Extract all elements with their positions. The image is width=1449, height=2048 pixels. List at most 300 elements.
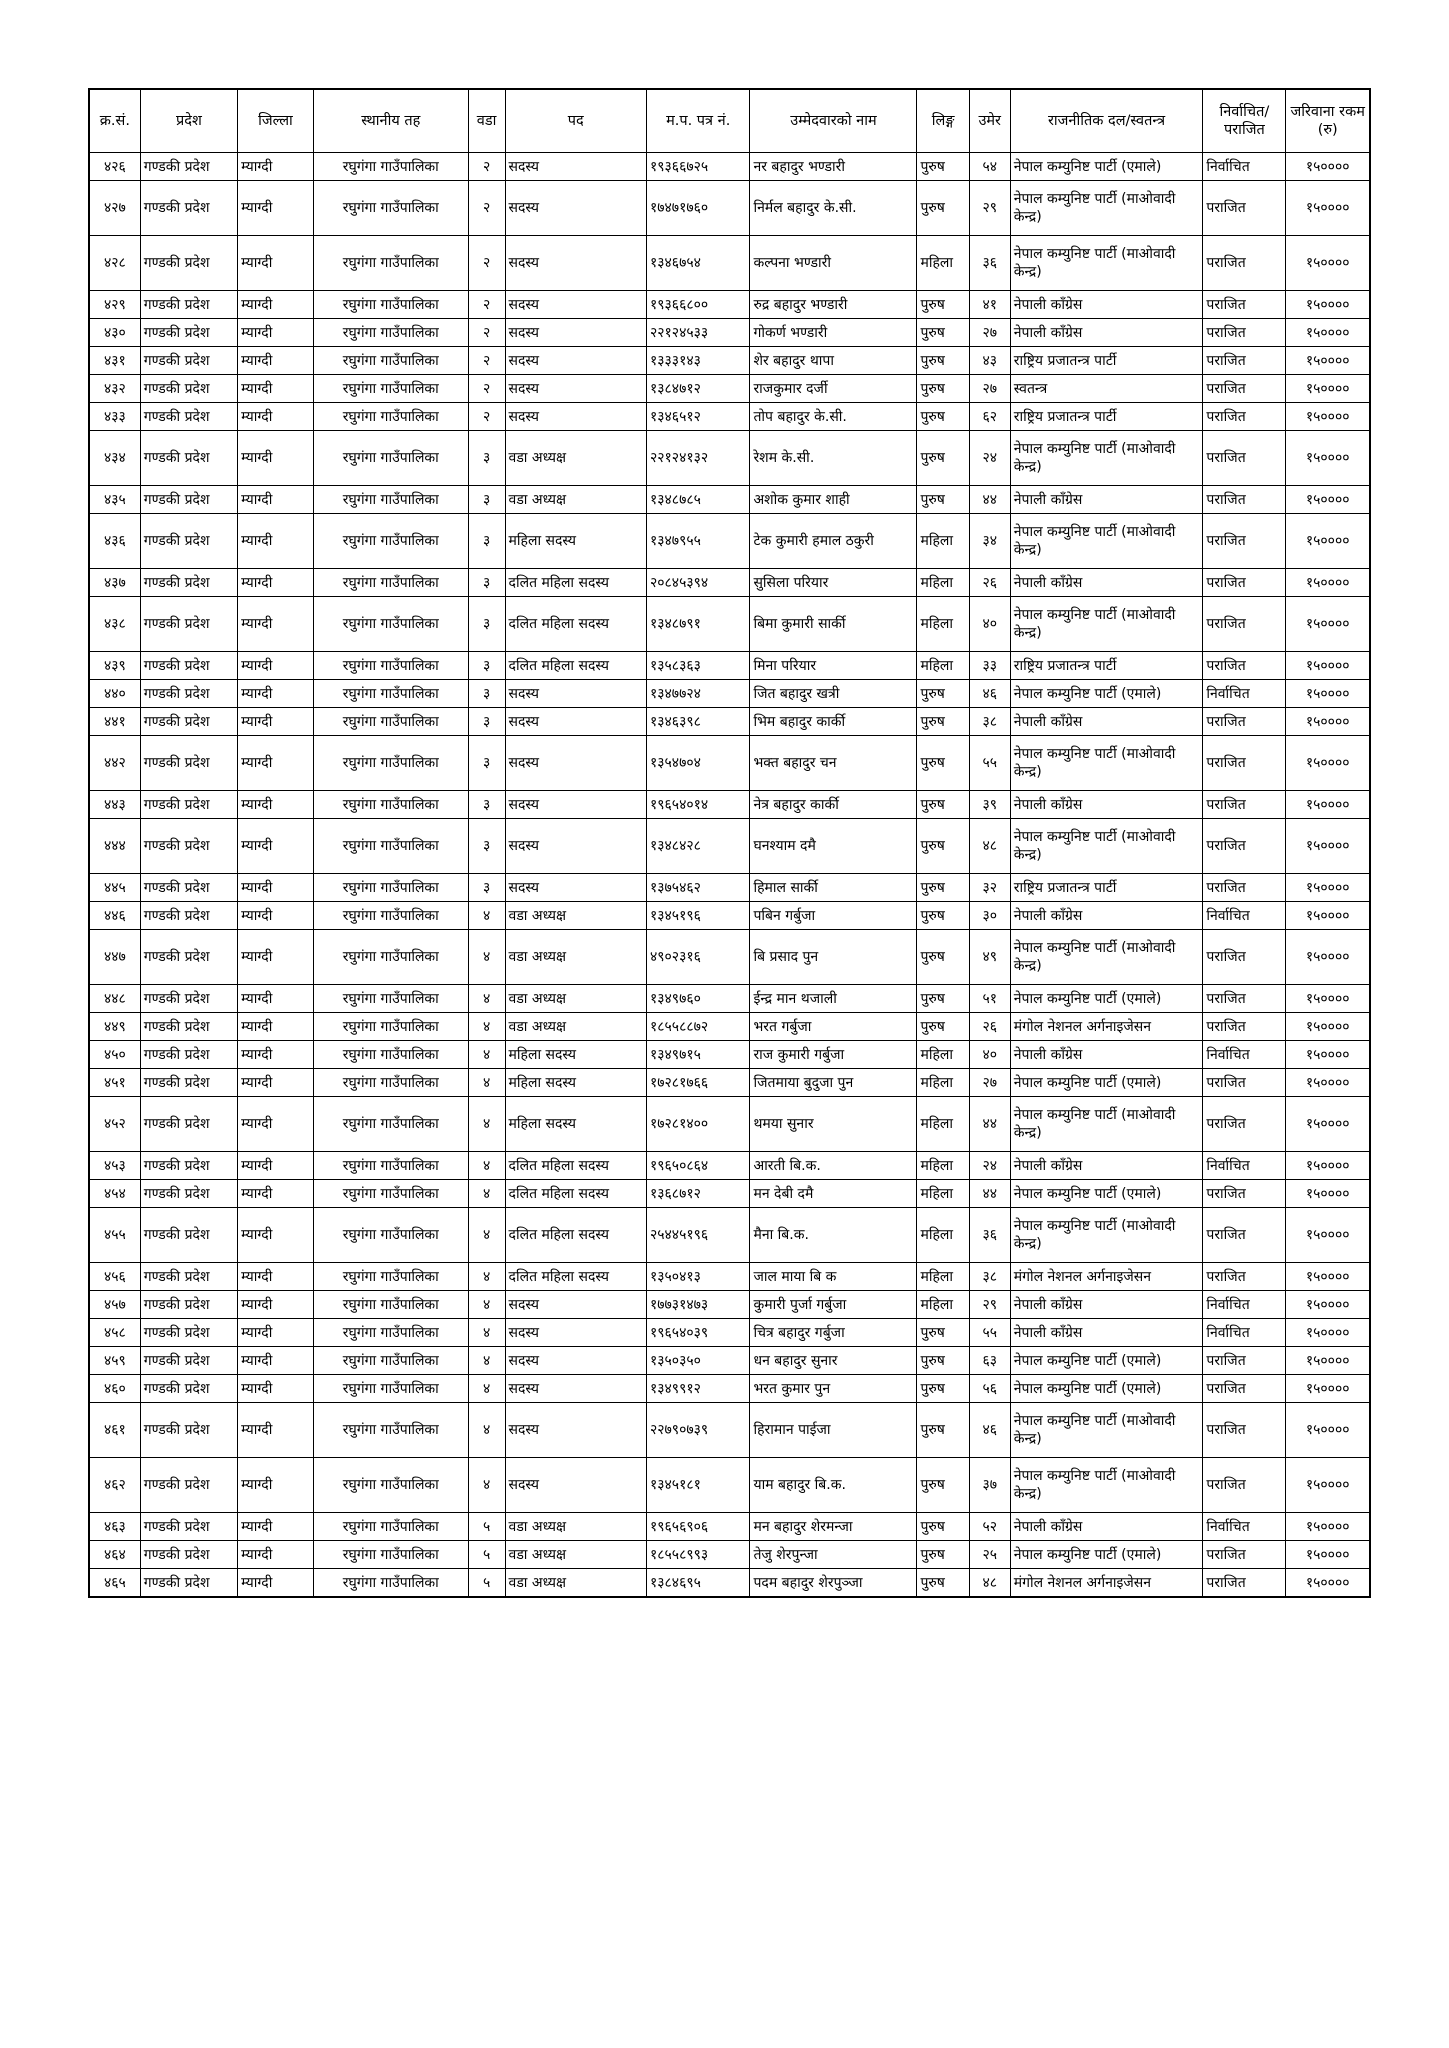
ballot-number-cell: १३४९९१२ bbox=[646, 1375, 750, 1403]
fine-cell: १५०००० bbox=[1286, 1263, 1370, 1291]
party-cell: नेपाली काँग्रेस bbox=[1010, 1319, 1203, 1347]
post-cell: वडा अध्यक्ष bbox=[505, 1569, 646, 1598]
table-row bbox=[89, 291, 1370, 319]
age-cell: ३३ bbox=[969, 652, 1010, 680]
gender-cell: पुरुष bbox=[917, 347, 969, 375]
result-cell: पराजित bbox=[1203, 486, 1286, 514]
result-cell: पराजित bbox=[1203, 1263, 1286, 1291]
candidate-name-cell: चित्र बहादुर गर्बुजा bbox=[750, 1319, 917, 1347]
province-cell: गण्डकी प्रदेश bbox=[140, 1208, 237, 1263]
district-cell: म्याग्दी bbox=[238, 680, 314, 708]
table-row bbox=[89, 403, 1370, 431]
post-cell: सदस्य bbox=[505, 708, 646, 736]
table-row bbox=[89, 597, 1370, 652]
party-cell: नेपाली काँग्रेस bbox=[1010, 569, 1203, 597]
gender-cell: पुरुष bbox=[917, 874, 969, 902]
post-cell: दलित महिला सदस्य bbox=[505, 569, 646, 597]
ballot-number-cell: १३४५१९६ bbox=[646, 902, 750, 930]
district-cell: म्याग्दी bbox=[238, 874, 314, 902]
province-cell: गण्डकी प्रदेश bbox=[140, 1097, 237, 1152]
local-level-cell: रघुगंगा गाउँपालिका bbox=[313, 1319, 468, 1347]
post-cell: दलित महिला सदस्य bbox=[505, 1208, 646, 1263]
district-cell: म्याग्दी bbox=[238, 569, 314, 597]
district-cell: म्याग्दी bbox=[238, 236, 314, 291]
ballot-number-cell: १३८४६९५ bbox=[646, 1569, 750, 1598]
province-cell: गण्डकी प्रदेश bbox=[140, 1041, 237, 1069]
candidate-name-cell: ईन्द्र मान थजाली bbox=[750, 985, 917, 1013]
ballot-number-cell: २२१२४५३३ bbox=[646, 319, 750, 347]
result-cell: पराजित bbox=[1203, 1013, 1286, 1041]
district-cell: म्याग्दी bbox=[238, 1319, 314, 1347]
age-cell: ५२ bbox=[969, 1513, 1010, 1541]
party-cell: नेपाल कम्युनिष्ट पार्टी (एमाले) bbox=[1010, 1069, 1203, 1097]
local-level-cell: रघुगंगा गाउँपालिका bbox=[313, 736, 468, 791]
table-row bbox=[89, 375, 1370, 403]
age-cell: ४४ bbox=[969, 486, 1010, 514]
district-cell: म्याग्दी bbox=[238, 319, 314, 347]
candidate-name-cell: मैना बि.क. bbox=[750, 1208, 917, 1263]
table-row bbox=[89, 791, 1370, 819]
local-level-cell: रघुगंगा गाउँपालिका bbox=[313, 1291, 468, 1319]
fine-cell: १५०००० bbox=[1286, 819, 1370, 874]
gender-cell: महिला bbox=[917, 1291, 969, 1319]
local-level-cell: रघुगंगा गाउँपालिका bbox=[313, 1347, 468, 1375]
candidate-name-cell: तोप बहादुर के.सी. bbox=[750, 403, 917, 431]
party-cell: मंगोल नेशनल अर्गनाइजेसन bbox=[1010, 1013, 1203, 1041]
local-level-cell: रघुगंगा गाउँपालिका bbox=[313, 569, 468, 597]
fine-cell: १५०००० bbox=[1286, 347, 1370, 375]
candidate-name-cell: रुद्र बहादुर भण्डारी bbox=[750, 291, 917, 319]
candidate-name-cell: मन देबी दमै bbox=[750, 1180, 917, 1208]
table-row bbox=[89, 680, 1370, 708]
fine-cell: १५०००० bbox=[1286, 1569, 1370, 1598]
ward-cell: २ bbox=[468, 319, 505, 347]
candidate-name-cell: रेशम के.सी. bbox=[750, 431, 917, 486]
candidate-name-cell: सुसिला परियार bbox=[750, 569, 917, 597]
serial-cell: ४५३ bbox=[89, 1152, 140, 1180]
local-level-cell: रघुगंगा गाउँपालिका bbox=[313, 486, 468, 514]
district-cell: म्याग्दी bbox=[238, 375, 314, 403]
post-cell: सदस्य bbox=[505, 680, 646, 708]
gender-cell: पुरुष bbox=[917, 1013, 969, 1041]
party-cell: राष्ट्रिय प्रजातन्त्र पार्टी bbox=[1010, 347, 1203, 375]
party-cell: राष्ट्रिय प्रजातन्त्र पार्टी bbox=[1010, 874, 1203, 902]
result-cell: पराजित bbox=[1203, 514, 1286, 569]
age-cell: २७ bbox=[969, 319, 1010, 347]
ward-cell: ४ bbox=[468, 1458, 505, 1513]
result-cell: पराजित bbox=[1203, 874, 1286, 902]
gender-cell: पुरुष bbox=[917, 708, 969, 736]
candidate-name-cell: राजकुमार दर्जी bbox=[750, 375, 917, 403]
local-level-cell: रघुगंगा गाउँपालिका bbox=[313, 902, 468, 930]
local-level-cell: रघुगंगा गाउँपालिका bbox=[313, 1541, 468, 1569]
local-level-cell: रघुगंगा गाउँपालिका bbox=[313, 1403, 468, 1458]
fine-cell: १५०००० bbox=[1286, 291, 1370, 319]
province-cell: गण्डकी प्रदेश bbox=[140, 1152, 237, 1180]
candidate-name-cell: बि प्रसाद पुन bbox=[750, 930, 917, 985]
post-cell: वडा अध्यक्ष bbox=[505, 486, 646, 514]
ballot-number-cell: १३३३१४३ bbox=[646, 347, 750, 375]
post-cell: महिला सदस्य bbox=[505, 1097, 646, 1152]
district-cell: म्याग्दी bbox=[238, 652, 314, 680]
result-cell: पराजित bbox=[1203, 985, 1286, 1013]
ballot-number-cell: १३४८७९१ bbox=[646, 597, 750, 652]
post-cell: सदस्य bbox=[505, 736, 646, 791]
party-cell: नेपाल कम्युनिष्ट पार्टी (माओवादी केन्द्र) bbox=[1010, 181, 1203, 236]
local-level-cell: रघुगंगा गाउँपालिका bbox=[313, 985, 468, 1013]
party-cell: मंगोल नेशनल अर्गनाइजेसन bbox=[1010, 1569, 1203, 1598]
post-cell: सदस्य bbox=[505, 291, 646, 319]
post-cell: सदस्य bbox=[505, 1403, 646, 1458]
local-level-cell: रघुगंगा गाउँपालिका bbox=[313, 1569, 468, 1598]
post-cell: सदस्य bbox=[505, 1458, 646, 1513]
result-cell: पराजित bbox=[1203, 1180, 1286, 1208]
ward-cell: ३ bbox=[468, 569, 505, 597]
ward-cell: ५ bbox=[468, 1569, 505, 1598]
age-cell: २५ bbox=[969, 1541, 1010, 1569]
province-cell: गण्डकी प्रदेश bbox=[140, 486, 237, 514]
post-cell: सदस्य bbox=[505, 347, 646, 375]
local-level-cell: रघुगंगा गाउँपालिका bbox=[313, 791, 468, 819]
fine-cell: १५०००० bbox=[1286, 1291, 1370, 1319]
result-cell: निर्वाचित bbox=[1203, 153, 1286, 181]
table-row bbox=[89, 736, 1370, 791]
district-cell: म्याग्दी bbox=[238, 291, 314, 319]
table-row bbox=[89, 708, 1370, 736]
ward-cell: ३ bbox=[468, 819, 505, 874]
party-cell: नेपाल कम्युनिष्ट पार्टी (एमाले) bbox=[1010, 1541, 1203, 1569]
district-cell: म्याग्दी bbox=[238, 153, 314, 181]
district-cell: म्याग्दी bbox=[238, 708, 314, 736]
local-level-cell: रघुगंगा गाउँपालिका bbox=[313, 819, 468, 874]
fine-cell: १५०००० bbox=[1286, 486, 1370, 514]
ward-cell: ४ bbox=[468, 1097, 505, 1152]
serial-cell: ४४३ bbox=[89, 791, 140, 819]
province-cell: गण्डकी प्रदेश bbox=[140, 736, 237, 791]
party-cell: नेपाली काँग्रेस bbox=[1010, 1513, 1203, 1541]
header-province: प्रदेश bbox=[140, 89, 237, 153]
province-cell: गण्डकी प्रदेश bbox=[140, 153, 237, 181]
gender-cell: पुरुष bbox=[917, 486, 969, 514]
province-cell: गण्डकी प्रदेश bbox=[140, 431, 237, 486]
result-cell: पराजित bbox=[1203, 1347, 1286, 1375]
ward-cell: ४ bbox=[468, 1208, 505, 1263]
age-cell: २९ bbox=[969, 181, 1010, 236]
province-cell: गण्डकी प्रदेश bbox=[140, 1319, 237, 1347]
fine-cell: १५०००० bbox=[1286, 1069, 1370, 1097]
gender-cell: पुरुष bbox=[917, 930, 969, 985]
serial-cell: ४५० bbox=[89, 1041, 140, 1069]
age-cell: ३६ bbox=[969, 236, 1010, 291]
gender-cell: महिला bbox=[917, 652, 969, 680]
result-cell: पराजित bbox=[1203, 569, 1286, 597]
gender-cell: पुरुष bbox=[917, 1319, 969, 1347]
post-cell: वडा अध्यक्ष bbox=[505, 1513, 646, 1541]
gender-cell: पुरुष bbox=[917, 680, 969, 708]
header-fine: जरिवाना रकम (रु) bbox=[1286, 89, 1370, 153]
candidate-name-cell: हिरामान पाईजा bbox=[750, 1403, 917, 1458]
district-cell: म्याग्दी bbox=[238, 1291, 314, 1319]
age-cell: २६ bbox=[969, 569, 1010, 597]
age-cell: ४१ bbox=[969, 291, 1010, 319]
table-row bbox=[89, 514, 1370, 569]
age-cell: ४४ bbox=[969, 1097, 1010, 1152]
fine-cell: १५०००० bbox=[1286, 874, 1370, 902]
post-cell: सदस्य bbox=[505, 1319, 646, 1347]
table-row bbox=[89, 236, 1370, 291]
district-cell: म्याग्दी bbox=[238, 597, 314, 652]
ballot-number-cell: १३४९७६० bbox=[646, 985, 750, 1013]
ballot-number-cell: २५४४५१९६ bbox=[646, 1208, 750, 1263]
ward-cell: ३ bbox=[468, 708, 505, 736]
ballot-number-cell: १३४७९५५ bbox=[646, 514, 750, 569]
result-cell: पराजित bbox=[1203, 431, 1286, 486]
result-cell: पराजित bbox=[1203, 791, 1286, 819]
serial-cell: ४३३ bbox=[89, 403, 140, 431]
age-cell: ३७ bbox=[969, 1458, 1010, 1513]
header-district: जिल्ला bbox=[238, 89, 314, 153]
serial-cell: ४२७ bbox=[89, 181, 140, 236]
gender-cell: पुरुष bbox=[917, 181, 969, 236]
fine-cell: १५०००० bbox=[1286, 902, 1370, 930]
district-cell: म्याग्दी bbox=[238, 930, 314, 985]
serial-cell: ४३९ bbox=[89, 652, 140, 680]
table-row bbox=[89, 181, 1370, 236]
serial-cell: ४३४ bbox=[89, 431, 140, 486]
post-cell: सदस्य bbox=[505, 819, 646, 874]
result-cell: पराजित bbox=[1203, 1069, 1286, 1097]
table-row bbox=[89, 319, 1370, 347]
province-cell: गण्डकी प्रदेश bbox=[140, 514, 237, 569]
province-cell: गण्डकी प्रदेश bbox=[140, 181, 237, 236]
serial-cell: ४३६ bbox=[89, 514, 140, 569]
serial-cell: ४४८ bbox=[89, 985, 140, 1013]
fine-cell: १५०००० bbox=[1286, 569, 1370, 597]
serial-cell: ४५६ bbox=[89, 1263, 140, 1291]
gender-cell: महिला bbox=[917, 1263, 969, 1291]
age-cell: ३६ bbox=[969, 1208, 1010, 1263]
age-cell: २९ bbox=[969, 1291, 1010, 1319]
fine-cell: १५०००० bbox=[1286, 1180, 1370, 1208]
ward-cell: ४ bbox=[468, 985, 505, 1013]
gender-cell: पुरुष bbox=[917, 1541, 969, 1569]
local-level-cell: रघुगंगा गाउँपालिका bbox=[313, 514, 468, 569]
ward-cell: २ bbox=[468, 153, 505, 181]
party-cell: नेपाल कम्युनिष्ट पार्टी (एमाले) bbox=[1010, 985, 1203, 1013]
fine-cell: १५०००० bbox=[1286, 985, 1370, 1013]
age-cell: ३० bbox=[969, 902, 1010, 930]
result-cell: पराजित bbox=[1203, 403, 1286, 431]
result-cell: पराजित bbox=[1203, 736, 1286, 791]
ballot-number-cell: १३५०३५० bbox=[646, 1347, 750, 1375]
candidate-name-cell: भरत कुमार पुन bbox=[750, 1375, 917, 1403]
result-cell: पराजित bbox=[1203, 1097, 1286, 1152]
header-age: उमेर bbox=[969, 89, 1010, 153]
ward-cell: २ bbox=[468, 375, 505, 403]
fine-cell: १५०००० bbox=[1286, 736, 1370, 791]
ward-cell: ३ bbox=[468, 791, 505, 819]
ward-cell: ४ bbox=[468, 1403, 505, 1458]
post-cell: महिला सदस्य bbox=[505, 514, 646, 569]
ballot-number-cell: १३४७७२४ bbox=[646, 680, 750, 708]
serial-cell: ४४४ bbox=[89, 819, 140, 874]
province-cell: गण्डकी प्रदेश bbox=[140, 1569, 237, 1598]
post-cell: महिला सदस्य bbox=[505, 1041, 646, 1069]
province-cell: गण्डकी प्रदेश bbox=[140, 874, 237, 902]
province-cell: गण्डकी प्रदेश bbox=[140, 708, 237, 736]
province-cell: गण्डकी प्रदेश bbox=[140, 375, 237, 403]
post-cell: सदस्य bbox=[505, 874, 646, 902]
gender-cell: पुरुष bbox=[917, 791, 969, 819]
local-level-cell: रघुगंगा गाउँपालिका bbox=[313, 347, 468, 375]
gender-cell: पुरुष bbox=[917, 403, 969, 431]
ballot-number-cell: १३४९७१५ bbox=[646, 1041, 750, 1069]
local-level-cell: रघुगंगा गाउँपालिका bbox=[313, 874, 468, 902]
district-cell: म्याग्दी bbox=[238, 347, 314, 375]
district-cell: म्याग्दी bbox=[238, 1403, 314, 1458]
result-cell: पराजित bbox=[1203, 236, 1286, 291]
fine-cell: १५०००० bbox=[1286, 1319, 1370, 1347]
district-cell: म्याग्दी bbox=[238, 1347, 314, 1375]
province-cell: गण्डकी प्रदेश bbox=[140, 1403, 237, 1458]
local-level-cell: रघुगंगा गाउँपालिका bbox=[313, 236, 468, 291]
district-cell: म्याग्दी bbox=[238, 1208, 314, 1263]
party-cell: नेपाली काँग्रेस bbox=[1010, 708, 1203, 736]
table-row bbox=[89, 1263, 1370, 1291]
party-cell: नेपाल कम्युनिष्ट पार्टी (एमाले) bbox=[1010, 680, 1203, 708]
candidate-table bbox=[88, 88, 1371, 1598]
fine-cell: १५०००० bbox=[1286, 791, 1370, 819]
post-cell: वडा अध्यक्ष bbox=[505, 1541, 646, 1569]
province-cell: गण्डकी प्रदेश bbox=[140, 1541, 237, 1569]
local-level-cell: रघुगंगा गाउँपालिका bbox=[313, 1041, 468, 1069]
candidate-name-cell: जित बहादुर खत्री bbox=[750, 680, 917, 708]
gender-cell: पुरुष bbox=[917, 736, 969, 791]
serial-cell: ४३८ bbox=[89, 597, 140, 652]
district-cell: म्याग्दी bbox=[238, 1013, 314, 1041]
age-cell: ३२ bbox=[969, 874, 1010, 902]
party-cell: नेपाल कम्युनिष्ट पार्टी (माओवादी केन्द्र) bbox=[1010, 236, 1203, 291]
header-candidate-name: उम्मेदवारको नाम bbox=[750, 89, 917, 153]
post-cell: दलित महिला सदस्य bbox=[505, 1152, 646, 1180]
age-cell: ३४ bbox=[969, 514, 1010, 569]
age-cell: ४३ bbox=[969, 347, 1010, 375]
party-cell: नेपाल कम्युनिष्ट पार्टी (एमाले) bbox=[1010, 1180, 1203, 1208]
result-cell: निर्वाचित bbox=[1203, 1291, 1286, 1319]
local-level-cell: रघुगंगा गाउँपालिका bbox=[313, 431, 468, 486]
result-cell: पराजित bbox=[1203, 1403, 1286, 1458]
post-cell: सदस्य bbox=[505, 181, 646, 236]
serial-cell: ४४० bbox=[89, 680, 140, 708]
fine-cell: १५०००० bbox=[1286, 181, 1370, 236]
province-cell: गण्डकी प्रदेश bbox=[140, 1291, 237, 1319]
ballot-number-cell: ४९०२३१६ bbox=[646, 930, 750, 985]
party-cell: राष्ट्रिय प्रजातन्त्र पार्टी bbox=[1010, 652, 1203, 680]
age-cell: ५४ bbox=[969, 153, 1010, 181]
ward-cell: ४ bbox=[468, 1263, 505, 1291]
result-cell: निर्वाचित bbox=[1203, 1319, 1286, 1347]
candidate-name-cell: गोकर्ण भण्डारी bbox=[750, 319, 917, 347]
ward-cell: ३ bbox=[468, 431, 505, 486]
header-gender: लिङ्ग bbox=[917, 89, 969, 153]
gender-cell: पुरुष bbox=[917, 431, 969, 486]
ballot-number-cell: १९६५४०१४ bbox=[646, 791, 750, 819]
local-level-cell: रघुगंगा गाउँपालिका bbox=[313, 1097, 468, 1152]
post-cell: सदस्य bbox=[505, 1375, 646, 1403]
ballot-number-cell: १९३६६७२५ bbox=[646, 153, 750, 181]
serial-cell: ४५२ bbox=[89, 1097, 140, 1152]
party-cell: नेपाली काँग्रेस bbox=[1010, 1291, 1203, 1319]
candidate-name-cell: टेक कुमारी हमाल ठकुरी bbox=[750, 514, 917, 569]
province-cell: गण्डकी प्रदेश bbox=[140, 1013, 237, 1041]
party-cell: नेपाली काँग्रेस bbox=[1010, 319, 1203, 347]
table-row bbox=[89, 1569, 1370, 1598]
fine-cell: १५०००० bbox=[1286, 403, 1370, 431]
result-cell: निर्वाचित bbox=[1203, 902, 1286, 930]
district-cell: म्याग्दी bbox=[238, 1541, 314, 1569]
province-cell: गण्डकी प्रदेश bbox=[140, 680, 237, 708]
ward-cell: २ bbox=[468, 181, 505, 236]
serial-cell: ४२८ bbox=[89, 236, 140, 291]
ward-cell: ३ bbox=[468, 680, 505, 708]
ballot-number-cell: १३४६३९८ bbox=[646, 708, 750, 736]
result-cell: पराजित bbox=[1203, 819, 1286, 874]
serial-cell: ४४६ bbox=[89, 902, 140, 930]
district-cell: म्याग्दी bbox=[238, 403, 314, 431]
province-cell: गण्डकी प्रदेश bbox=[140, 347, 237, 375]
party-cell: नेपाली काँग्रेस bbox=[1010, 1152, 1203, 1180]
serial-cell: ४५५ bbox=[89, 1208, 140, 1263]
table-row bbox=[89, 1375, 1370, 1403]
party-cell: राष्ट्रिय प्रजातन्त्र पार्टी bbox=[1010, 403, 1203, 431]
serial-cell: ४३५ bbox=[89, 486, 140, 514]
ballot-number-cell: १७२८१४०० bbox=[646, 1097, 750, 1152]
province-cell: गण्डकी प्रदेश bbox=[140, 1375, 237, 1403]
ballot-number-cell: १३७५४६२ bbox=[646, 874, 750, 902]
ballot-number-cell: १८५५८९९३ bbox=[646, 1541, 750, 1569]
serial-cell: ४४१ bbox=[89, 708, 140, 736]
serial-cell: ४२९ bbox=[89, 291, 140, 319]
ballot-number-cell: १३४८४२८ bbox=[646, 819, 750, 874]
district-cell: म्याग्दी bbox=[238, 819, 314, 874]
party-cell: नेपाल कम्युनिष्ट पार्टी (माओवादी केन्द्र) bbox=[1010, 930, 1203, 985]
age-cell: ५५ bbox=[969, 1319, 1010, 1347]
fine-cell: १५०००० bbox=[1286, 1458, 1370, 1513]
fine-cell: १५०००० bbox=[1286, 1152, 1370, 1180]
party-cell: नेपाली काँग्रेस bbox=[1010, 1041, 1203, 1069]
province-cell: गण्डकी प्रदेश bbox=[140, 902, 237, 930]
candidate-name-cell: पदम बहादुर शेरपुञ्जा bbox=[750, 1569, 917, 1598]
province-cell: गण्डकी प्रदेश bbox=[140, 791, 237, 819]
age-cell: ३८ bbox=[969, 1263, 1010, 1291]
local-level-cell: रघुगंगा गाउँपालिका bbox=[313, 1152, 468, 1180]
candidate-name-cell: जितमाया बुदुजा पुन bbox=[750, 1069, 917, 1097]
gender-cell: महिला bbox=[917, 1097, 969, 1152]
result-cell: पराजित bbox=[1203, 1569, 1286, 1598]
table-row bbox=[89, 1319, 1370, 1347]
ward-cell: ४ bbox=[468, 1291, 505, 1319]
candidate-name-cell: घनश्याम दमै bbox=[750, 819, 917, 874]
age-cell: ५१ bbox=[969, 985, 1010, 1013]
results-sheet bbox=[88, 88, 1371, 1598]
district-cell: म्याग्दी bbox=[238, 181, 314, 236]
party-cell: नेपाल कम्युनिष्ट पार्टी (माओवादी केन्द्र) bbox=[1010, 1403, 1203, 1458]
post-cell: वडा अध्यक्ष bbox=[505, 431, 646, 486]
gender-cell: पुरुष bbox=[917, 1569, 969, 1598]
province-cell: गण्डकी प्रदेश bbox=[140, 1458, 237, 1513]
party-cell: नेपाल कम्युनिष्ट पार्टी (एमाले) bbox=[1010, 1347, 1203, 1375]
candidate-name-cell: याम बहादुर बि.क. bbox=[750, 1458, 917, 1513]
